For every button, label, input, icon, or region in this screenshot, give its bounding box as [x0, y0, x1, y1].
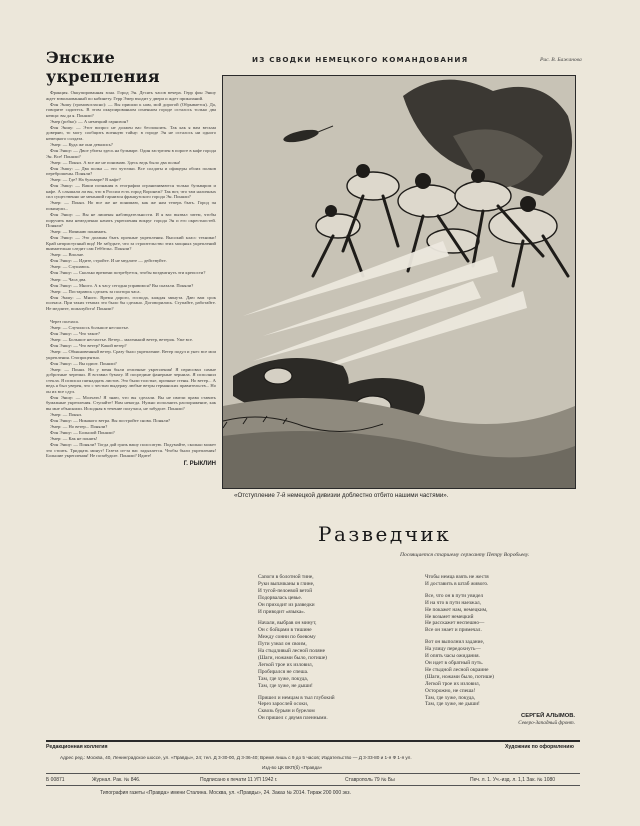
footer-rule-2 [46, 773, 580, 774]
article-paragraph: Фон Эншу: — Это должны быть прочные укрепления. Высокий класс техники! Край неприступный вид! Не забудьте, что за строительство этих мощных укреплений внимательно следит сам Геббельс. Поняли? [46, 235, 216, 252]
cartoon-illustration [222, 75, 576, 489]
poem-line: Там, где хуже, покуда, [425, 694, 476, 701]
article-paragraph: Эмер: — Понял. А все же не понимаю. Здесь ведь было два полка! [50, 159, 181, 165]
poem-line: Не покажет нам, немецким, [425, 606, 488, 613]
poem-line: Чтобы немца взять не жестя [425, 574, 489, 580]
article-body [46, 90, 216, 459]
article-paragraph: Через полчаса. [50, 318, 79, 324]
artist-credit: Рис. В. Бажанова [540, 57, 582, 63]
article-paragraph: Фон Эншу: — Что такое? [50, 330, 100, 336]
article-paragraph: Эмер: — Как не понять! [50, 436, 98, 442]
article-paragraph: Эмер: — Начинаю понимать. [50, 229, 108, 235]
poem-line: И доставить в штаб живого. [425, 580, 489, 587]
article-paragraph: Эмер: — Где? На бульваре? В кафе? [50, 177, 121, 183]
footer-publisher: Изд-во ЦК ВКП(б) «Правда» [262, 765, 323, 770]
poem-stanza [425, 593, 575, 634]
poem-line: И приводит «языка». [258, 608, 306, 615]
footer-rule [46, 740, 580, 742]
editorial-board: Редакционная коллегия [46, 744, 108, 750]
article-paragraph: Эмер: — Но ветер... Поняли? [50, 424, 108, 430]
article-paragraph: Фон Эншу: — Вы не лишены наблюдательности. И я вас вызвал затем, чтобы поручить вам немедленно начать укрепления вокруг города Эн и его окрестностей. Поняли? [46, 211, 216, 229]
article-paragraph: Фон Эншу: — Поняли? Тогда дай грязь вашу полосатую. Подумайте, сколько может это стоить. Тридцать минут! Газета из-за вас задыхается. Чтобы были укрепления! Большие укрепления! Не позабудьте. Поняли? Идите! [46, 442, 216, 459]
article-paragraph: Эмер: — Большое несчастье. Ветер... маленький ветер, ветерок. Уже все. [50, 336, 194, 342]
imprint-left: Б 00871 [46, 777, 65, 783]
article-paragraph: Эмер: — Часа два. [50, 276, 87, 282]
article-paragraph: Фон Эншу: — Двое убиты здесь на бульваре. Один застрелен в пороге в кафе города Эн. Все! Поняли? [46, 147, 216, 159]
article-title: Энские укрепления [46, 48, 160, 86]
article-section-gap [46, 312, 216, 319]
article-paragraph: Фон Эншу: — Никакого ветра. Вы постройте снова. Поняли? [50, 418, 171, 424]
poem-line: Пути узнал он своим, [258, 641, 307, 648]
poem-line: Он приходит из разведки [258, 601, 315, 608]
article-paragraph: Эмер: — Слушаюсь. [50, 264, 91, 270]
poem-line: Там, где хуже, не дыши! [425, 701, 480, 708]
poem-line: Там, где хуже, покуда, [258, 675, 309, 682]
poem-line: На стыдливый лесной поляне [258, 648, 325, 655]
poem-line: Не стыдной лесной окраине [425, 666, 489, 673]
article-paragraph: Эмер: — Случилось большое несчастье. [50, 324, 130, 330]
left-article [46, 48, 216, 467]
article-paragraph: Эмер: — Понял. [50, 412, 83, 418]
article-paragraph: Фон Эншу: — Вы идиот. Поняли? [50, 360, 117, 366]
imprint-right: Печ. л. 1. Уч.-изд. л. 1,1 Зак. № 1080 [470, 777, 556, 783]
article-signature: Г. РЫКЛИН [183, 460, 216, 467]
poem-line: Через зарослей осоки, [258, 701, 309, 708]
poem-title: Разведчик [318, 522, 452, 546]
poem-line: Легкой трое их изловил, [258, 661, 313, 668]
article-paragraph: Фон Эншу: — Что ветер? Какой ветер? [50, 342, 127, 348]
poem-line: И тугой-пелоевой ветой [258, 587, 313, 594]
imprint-journal: Журнал. Рак. № 846. [92, 777, 141, 783]
poem-dedication: Посвящается старшему сержанту Петру Воробьеву. [400, 552, 530, 558]
poem-stanza [258, 695, 388, 723]
poem-stanza [425, 639, 575, 708]
poem-line: На улицу передохнуть— [425, 646, 481, 653]
article-paragraph: Фон Эншу: — Молчать! Я знаю, что вы сделали. Вы не имели права ставить бумажные укрепления. Ступайте! Нам некогда. Нужно исполнить распоряжение, как вы мне объяснили. Исходная в течение получаса, не забудьте. Поняли? [46, 394, 216, 411]
footer-address: Адрес ред.: Москва, 40, Ленинградское шоссе, ул. «Правды», 24; тел. Д 3-30-00, Д 3-36-40; Время лишь с 9 до 5 часов; Издательство — Д 3-33-80 и 1-я Ф 1-я ул. [60, 755, 412, 760]
cartoon-caption: «Отступление 7-й немецкой дивизии доблестно отбито нашими частями». [234, 492, 449, 499]
article-paragraph: Фон Эншу: — Сколько времени потребуется, чтобы воздвигнуть эти крепости? [50, 270, 206, 276]
footer-editor: Художник по оформлению [505, 744, 574, 750]
article-paragraph: Эмер: — Куда же они девались? [50, 141, 113, 147]
footer-rule-3 [46, 785, 580, 786]
article-paragraph: Эмер: — Вполне. [50, 252, 85, 258]
article-paragraph: Эмер: — Постараюсь сделать за полтора часа. [50, 288, 141, 294]
poem-line: Не возьмет немецкий [425, 613, 474, 620]
article-paragraph: Фон Эншу (громовогласно): — Вы пришли к нам, мой дорогой (Обрывается). Да, говорите садитесь. В этом оккупированном огненном городе осталось только два немца: вы да я. Поняли? [46, 101, 216, 118]
poem-line: Легкой трое их изловил, [425, 680, 480, 687]
poem-column-2 [425, 574, 575, 727]
cartoon-section-header: ИЗ СВОДКИ НЕМЕЦКОГО КОМАНДОВАНИЯ [252, 55, 469, 64]
poem-front: Северо-Западный фронт. [518, 720, 575, 727]
article-paragraph: Франция. Оккупированная зона. Город Эн. Десять часов вечера. Герр фон Эншу ждет взволнованный по кабинету. Герр Эмер входит у двери и ждет приказаний. [46, 90, 216, 101]
poem-line: И опять часы ожидания. [425, 653, 480, 660]
article-paragraph: Фон Эншу: — Большой Поняли? [50, 430, 115, 436]
poem-line: Все, что он в пути увидел [425, 592, 484, 599]
imprint-signed: Подписано к печати 11 УП 1942 г. [200, 777, 278, 783]
poem-line: Все он знает и примечал. [425, 627, 482, 634]
poem-stanza [258, 620, 388, 689]
article-paragraph: Фон Эншу: — Много. А к часу сегодня управимся? Вы сказали. Поняли? [50, 282, 194, 288]
article-paragraph: Фон Эншу: — Ваши познания в географии ограничиваются только бульваром и кафе. А слышали ли вы, что в России есть город Воронеж? Так вот, что там наличных сил существенно не меньший гарнизон французского города Эн. Поняли? [46, 183, 216, 200]
poem-line: Сапоги в болотной тине, [258, 574, 314, 580]
poem-line: Осторожно, не спеша! [425, 687, 476, 694]
poem-line: Начали, выбрав он минут, [258, 620, 317, 627]
poem-line: Пробирался не спеша. [258, 668, 309, 675]
poem-line: Не расскажет неспешно— [425, 620, 485, 627]
footer-printer: Типография газеты «Правда» имени Сталина. Москва, ул. «Правды», 24. Заказ № 2014. Тираж 200 000 экз. [100, 790, 351, 796]
poem-line: Он пришел с двумя пленными. [258, 715, 328, 722]
article-paragraph: Эмер: — Понял. Но все же не понимаю, как же нам теперь быть. Город эн покинули... [46, 200, 216, 211]
article-paragraph: Эмер: — Понял. Но у меня были отличные укрепления! Я изрисовал самые добротные черепки. Я вставил бумагу. И посредине фанерные чернила. Я исполнил стекла. Я исписал пятнадцать листов. Это были толстые, прочные стены. Но ветер... А ведь я был уверен, что с честью выдержу любые ветры германских правительств... Но он их все сдул. [46, 366, 216, 394]
poem-line: Сквозь бурьян и бурелом [258, 708, 315, 715]
article-paragraph: Эмер (робко): — А немецкий гарнизон? [50, 118, 129, 124]
cartoon-drawing [223, 76, 575, 488]
article-paragraph: Эмер: — Обыкновенный ветер. Сразу было укрепление. Ветер подул и унес все мои укрепления. Стопроцентно. [46, 349, 216, 360]
poem-line: (Шаги, ножами было, потише) [425, 673, 494, 680]
poem-line: Пришел и немцам в тыл глубокий [258, 694, 335, 701]
poem-line: Вот он выполнил задание, [425, 639, 485, 646]
poem-line: (Шаги, ножами было, потише) [258, 654, 327, 661]
article-paragraph: Фон Эншу: — Этот вопрос не должен вас беспокоить. Так как я вам весьма доверяю, то могу сообщить военную тайну: в городе Эн не осталось ни одного немецкого солдата. [46, 124, 216, 141]
poem-author: СЕРГЕЙ АЛЫМОВ. [521, 713, 575, 720]
poem-line: Он с бойцами в тишине [258, 627, 312, 634]
article-paragraph: Фон Эншу: — Два полка — это чуточки. Все солдаты и офицеры обоих полков переброшены. Поняли? [46, 165, 216, 177]
poem-line: Руки выпачканы в глине, [258, 580, 315, 587]
article-paragraph: Фон Эншу: — Много. Время дорого, господа, каждая минута. Даю вам срок полчаса. При таких темпах это было бы сделано. Договорились. Ступайте, работайте. Не медлите, пожалуйста! Поняли? [46, 294, 216, 311]
poem-column-1 [258, 574, 388, 727]
article-paragraph: Фон Эншу: — Идите, стройте. И не медлите — действуйте. [50, 258, 167, 264]
poem-line: И на что в пути наезжал, [425, 599, 481, 606]
poem-line: Подорвалась цевье. [258, 594, 303, 601]
poem-stanza [258, 574, 388, 615]
imprint-code: Ставрополь 79 № Бы [345, 777, 395, 783]
poem-stanza [425, 574, 575, 588]
poem-line: Там, где хуже, не дыши! [258, 682, 313, 689]
poem-line: Он идет в обратный путь. [425, 659, 483, 666]
poem-line: Между сонни по боевому [258, 634, 316, 641]
